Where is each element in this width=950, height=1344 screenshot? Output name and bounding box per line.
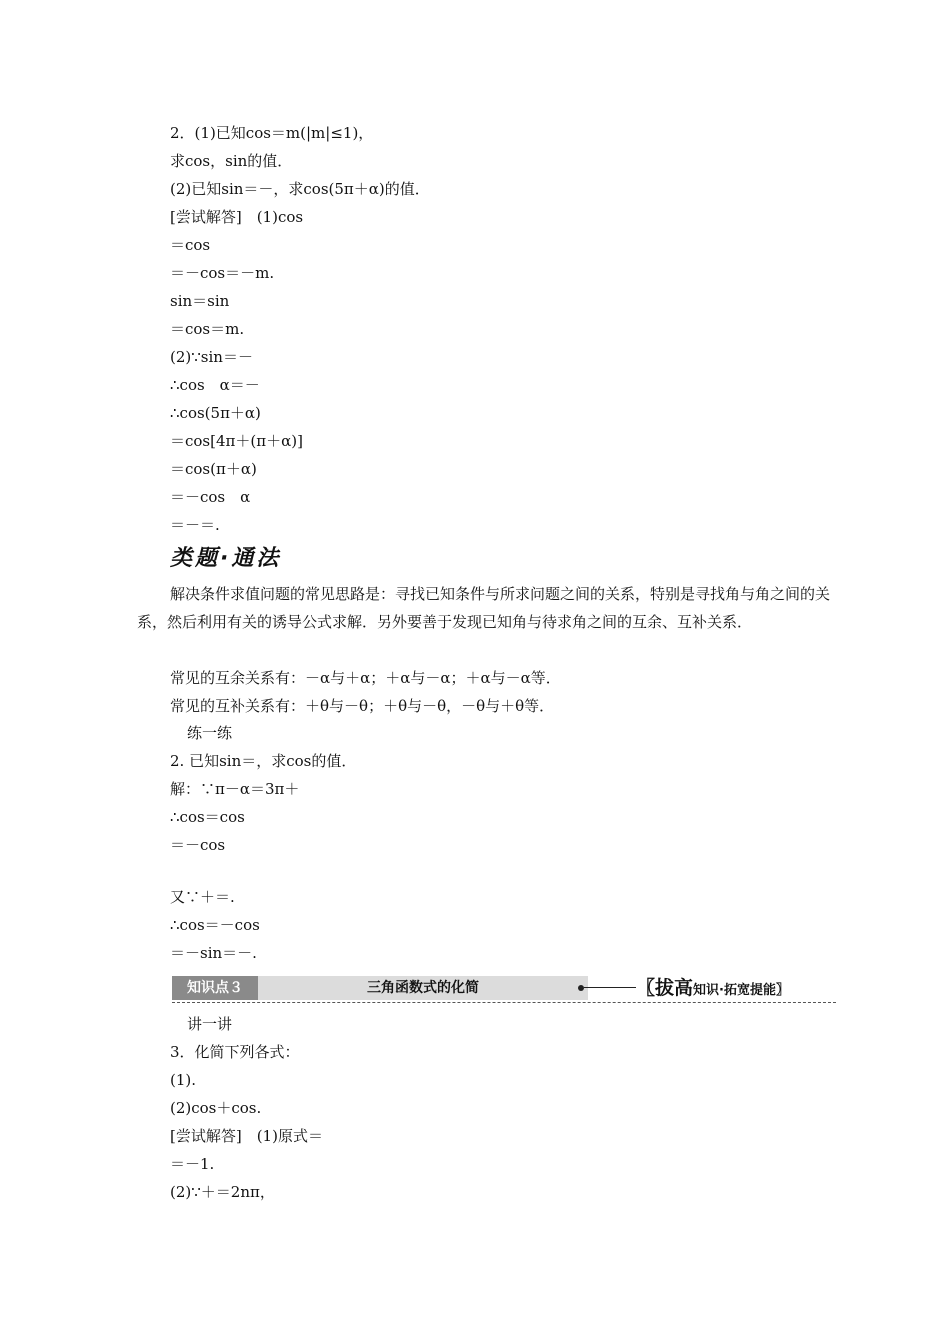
method-paragraph: 解决条件求值问题的常见思路是：寻找已知条件与所求问题之间的关系，特别是寻找角与角之间的关系，然后利用有关的诱导公式求解．另外要善于发现已知角与待求角之间的互余、互补关系．: [137, 585, 831, 631]
method-paragraph: 常见的互余关系有：－α与＋α；＋α与－α；＋α与－α等．: [170, 669, 561, 687]
practice-line: ＝－cos: [170, 836, 226, 854]
solution-line: ＝cos[4π＋(π＋α)]: [170, 432, 303, 450]
solution-line: ∴cos α＝－: [170, 376, 260, 394]
solution-line: ＝－1.: [170, 1155, 215, 1173]
problem-3-line: (2)cos＋cos.: [170, 1099, 262, 1117]
solution-line: [尝试解答] (1)cos: [170, 208, 304, 226]
explain-label: 讲一讲: [187, 1015, 233, 1033]
solution-line: ＝－cos＝－m.: [170, 264, 275, 282]
practice-line: 2. 已知sin＝，求cos的值．: [170, 752, 357, 770]
problem-2-line: (2)已知sin＝－，求cos(5π＋α)的值．: [170, 180, 430, 198]
section-heading: 类题·通法: [170, 546, 282, 571]
problem-2-line: 求cos，sin的值．: [170, 152, 293, 170]
bullet-dot-icon: [578, 985, 584, 991]
problem-3-line: (1).: [170, 1071, 197, 1089]
connector-line: [584, 987, 636, 988]
banner-badge: [636, 975, 789, 1004]
problem-3-line: 3．化简下列各式：: [170, 1043, 300, 1061]
solution-line: ∴cos(5π＋α): [170, 404, 261, 422]
solution-line: ＝－cos α: [170, 488, 251, 506]
badge-rest-text: 知识·拓宽提能〗: [693, 983, 789, 998]
solution-line: sin＝sin: [170, 292, 230, 310]
practice-line: ∴cos＝cos: [170, 808, 245, 826]
solution-line: [尝试解答] (1)原式＝: [170, 1127, 323, 1145]
solution-line: (2)∵＋＝2nπ，: [170, 1183, 275, 1201]
banner-title: 三角函数式的化简: [367, 980, 479, 996]
solution-line: ＝cos＝m.: [170, 320, 245, 338]
knowledge-point-tag: 知识点３: [172, 976, 258, 1000]
solution-line: (2)∵sin＝－: [170, 348, 253, 366]
solution-line: ＝－＝.: [170, 516, 220, 534]
practice-line: ＝－sin＝－.: [170, 944, 257, 962]
method-paragraph: 常见的互补关系有：＋θ与－θ；＋θ与－θ，－θ与＋θ等．: [170, 697, 555, 715]
badge-big-text: 〖拔高: [636, 977, 694, 999]
problem-2-line: 2．(1)已知cos＝m(|m|≤1)，: [170, 124, 374, 142]
practice-line: 又∵＋＝.: [170, 888, 235, 906]
solution-line: ＝cos: [170, 236, 211, 254]
practice-line: 解：∵π－α＝3π＋: [170, 780, 300, 798]
practice-label: 练一练: [187, 724, 233, 742]
practice-line: ∴cos＝－cos: [170, 916, 260, 934]
section-banner: [172, 974, 836, 1003]
solution-line: ＝cos(π＋α): [170, 460, 257, 478]
